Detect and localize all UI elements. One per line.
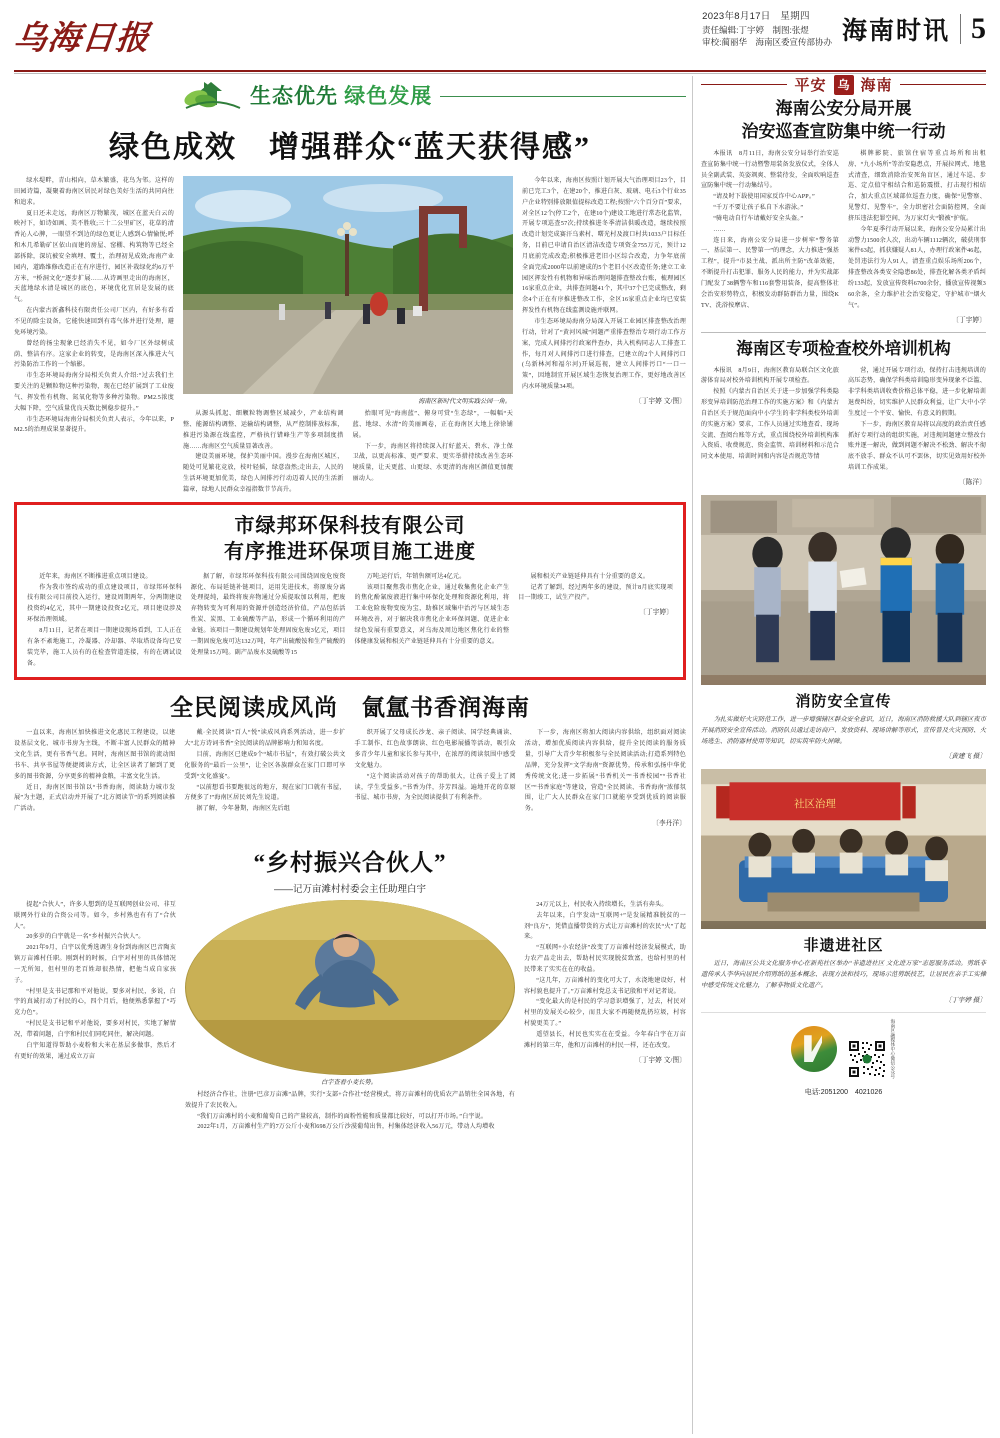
boxed-headline-line1: 市绿邦环保科技有限公司 xyxy=(234,514,466,537)
heritage-caption-title: 非遗进社区 xyxy=(803,937,884,954)
boxed-col-3: 万吨;运行后，年销售额可达4亿元。 该项目聚焦我市焦化企业，通过收集焦化企业产生的焦化酚氰废液进行集中环保化处理和资源化利用，将工业危险废物变废为宝，助推区域集中治污与区域生态环境改善，对于解决我市焦化企业环保问题、促进企业绿色发展有重要意义，对乌海及周边地区焦化行业的整体健康发展和相关产业链延伸具有十分重要的意义。 xyxy=(354,573,510,645)
heritage-caption-body: 近日，海南区公共文化服务中心在新苑社区举办“非遗进社区 文化进万家”志愿服务活动。剪纸非遗传承人李华向居民介绍剪纸的基本概念、表现方法和技巧，现场示范剪纸技艺，让居民在亲手工实操中感受传统文化魅力，了解非物质文化遗产。 〔丁宇婷 摄〕 xyxy=(701,958,986,1007)
editor-credit: 责任编辑:丁宇婷 制图:张煜 xyxy=(702,24,809,35)
education-body xyxy=(701,366,986,489)
reading-col-2: 戴·全民阅读”百人“悦”读成风尚系列活动，进一步扩大“北方诗词书香”全民阅读的品牌影响力和知名度。 目前，海南区已建成9个“城市书屋”，有效打破公共文化服务的“最后一公里”，让全区各族群众在家门口即可享受到“文化盛宴”。 “以前想看书要跑很远的地方，现在家门口就有书屋，方便多了!”海南区居民刘先生说道。 据了解，今年暑期，海南区先后组 xyxy=(184,730,346,813)
boxed-headline xyxy=(27,513,673,565)
heritage-photo xyxy=(701,769,986,929)
police-article-byline: 〔丁宇婷〕 xyxy=(952,316,986,324)
masthead xyxy=(0,0,1000,70)
main-col-2b: 抬眼可见“海南蓝”、俯身可赏“生态绿”，一幅幅“天蓝、地绿、水清”的美丽画卷，正在海南区大地上徐徐铺展。 下一步，海南区将持续深入打好蓝天、碧水、净土保卫战，以更高标准、更严要求、更实举措持续改善生态环境质量，让天更蓝、山更绿、水更清的海南区颜值更加靓丽动人。 xyxy=(352,411,513,483)
village-under-photo xyxy=(185,1090,515,1133)
reading-col-3: 织开展了父母成长沙龙、亲子阅读、国学经典诵读、手工制作、红色故事朗读、红色电影展播等活动，吸引众多青少年儿童和家长参与其中，在浓厚的阅读氛围中感受文化魅力。 “这个阅读活动对孩子的帮助很大，让孩子爱上了阅读，学生受益多。”书香为伴，芬芳四溢。遍地开花的草原书屋、城市书房，为全民阅读提供了有利条件。 xyxy=(354,730,516,802)
reading-body xyxy=(14,728,686,829)
qr-caption: 海南区融媒体中心微信公众号 xyxy=(890,1019,896,1080)
pingan-banner xyxy=(701,74,986,95)
park-photo xyxy=(183,176,513,394)
education-headline: 海南区专项检查校外培训机构 xyxy=(736,339,951,359)
boxed-body xyxy=(27,572,673,670)
boxed-article-byline: 〔丁宇婷〕 xyxy=(639,609,673,617)
main-article-body xyxy=(14,176,686,496)
right-zone xyxy=(701,72,986,1438)
village-body xyxy=(14,900,686,1133)
village-photo-block xyxy=(185,900,515,1133)
police-col-2: 棋牌影院、旅馆住宿等重点场所和出租房、“九小场所”等治安隐患点，开展拉网式、地毯式清查，细致消除治安死角盲区，通过车巡、步巡、定点值守相结合和巡防震慑、打击现行相结合，加大重点区域部位巡查力度，确保“见警察、见警灯、见警车”，全力织密社会面防控网，全面挤压违法犯罪空间，为万家灯火“锻被”护航。 今年夏季行动开展以来，海南公安分局累计出动警力1500余人次，出动车辆1112辆次，破获刑事案件63起，抓获嫌疑人81人，办理行政案件46起，处罚违法行为人91人，清查重点娱乐场所206个，排查整改各类安全隐患86处，排查化解各类矛盾纠纷133起，发放宣传资料6700余份，播放宣传视频360余条，全力维护社会治安稳定，守护城市“烟火气”。 〔丁宇婷〕 xyxy=(848,149,986,326)
publication-date: 2023年8月17日 星期四 xyxy=(702,11,810,22)
eco-banner-text xyxy=(250,80,432,110)
main-col-1: 绿水堤畔，青山相向，草木繁盛，花鸟为邻。这样的田园诗篇，凝聚着海南区居民对绿色美好生活的共同向往和追求。 夏日还未走远，海南区万物繁茂，城区在蓝天白云的映衬下，如诗如画、美不胜收;三十二公里矿区，花草的清香沁人心脾，一眼望不到边的绿色更让人感到心情愉悦;呼和木几希勒矿区依山而建的房屋、窑棚、构筑物等已经全部拆除，深坑被安全填埋、覆土，治理初见成效;海南产业园内，道路维修改造正在有序进行，园区补栽绿化约6万平方米，“桥洞文化”逐步扩展……从诗画里走出的海南区，天蓝地绿水清是城区的底色，环境优化宜居是发展的底气。 在内蒙古新鑫科技有限责任公司厂区内，有好多有看不见的除尘设备，它能快速回到有毒气体并进行处理，避免环境污染。 曾经的扬尘现象已经消失不见，如今厂区外绿树成荫、整洁有序。这家企业的转变，是海南区深入推进大气污染防治工作的一个缩影。 市生态环境局海南分局相关负责人介绍:“过去我们主要关注的是颗粒物这种污染物，现在已经扩展到了工业废气、挥发性有机物、氮氧化物等多种污染物。PM2.5浓度大幅下降，空气质量优良天数比例稳步提升。” 市生态环境局海南分局相关负责人表示，今年以来，PM2.5的治理成果显著提升。 xyxy=(14,178,174,434)
pingan-banner-left: 平安 xyxy=(794,78,827,94)
fire-caption-body: 为扎实做好火灾防范工作，进一步增强辖区群众安全意识，近日，海南区消防救援大队到辖区夜市开展消防安全宣传活动。消防队员通过走访商户、发放资料、现场讲解等形式，宣传普及火灾预防、火场逃生、消防器材使用等知识，切实筑牢防火屏障。 〔黄建飞 摄〕 xyxy=(701,714,986,763)
village-article-byline: 〔丁宇婷 文/图〕 xyxy=(635,1056,686,1064)
wheat-photo-caption: 白宇查看小麦长势。 xyxy=(321,1078,377,1086)
pingan-line-left xyxy=(701,84,787,85)
boxed-col-2: 据了解，市绿邦环保科技有限公司围绕固废危废资源化、布局延链补链项目，运用先进技术，将原废分离处理提纯，最终将废弃物通过分质提取加以利用，把废弃物转变为可利用的资源并创造经济价值，产品包括活性炭、炭黑、工业硫酸等产品，形成一个循环利用的产业链。该项目一期建设规划年处理固废危废3亿元，项目一期固废危废可达132万吨，年产出硫酸铵和生产硫酸的处理量15万吨。副产品废水及硫酸等15 xyxy=(190,573,346,656)
village-col-2: 村经济合作社，注册“巴彦万亩滩”品牌，实行“支部+合作社”经营模式，将万亩滩村的优质农产品销往全国各地，有效提升了农民收入。 “我们万亩滩村的小麦和葡萄自己的产量较高，制作的面粉性能和质量都比较好，可以打开市场。”白宇说。 2022年1月，万亩滩村生产的7万公斤小麦和698万公斤沙漠葡萄出售，村集体经济收入56万元，带动人均增收 xyxy=(185,1091,515,1131)
police-col-1: 本报讯 8月11日，海南公安分局举行治安巡查宣防集中统一行动暨警用装备发放仪式，全体人员全副武装、英姿飒爽、整装待发，全面吹响巡查宣防集中统一行动集结号。 “请及时下载使用国家反诈中心APP。” “千万不要让孩子私自下水游泳。” “骑电动自行车请戴好安全头盔。” …… 连日来，海南公安分局进一步树牢“警务第一、基层第一、民警第一”的理念，大力推进“强基工程”，提升“市县主战、派出所主防”改革效能，不断提升打击犯罪、服务人民的能力，并为实战部门配发了38辆警车和116套警用装备，提高整体社会治安形势特点，积极发动群防群治力量，围绕KTV、洗浴按摩店、 xyxy=(701,150,839,309)
section-title: 海南时讯 xyxy=(841,18,950,46)
heritage-photo-byline: 〔丁宇婷 摄〕 xyxy=(944,996,986,1004)
fire-photo-byline: 〔黄建飞 摄〕 xyxy=(944,752,986,760)
boxed-col-4: 展和相关产业链延伸具有十分重要的意义。 记者了解到，经过两年多的建设，预计8月底实现项目一期竣工，试生产投产。 〔丁宇婷〕 xyxy=(518,572,673,670)
footer-tel-block xyxy=(701,1081,986,1099)
pingan-line-right xyxy=(900,84,986,85)
boxed-headline-line2: 有序推进环保项目施工进度 xyxy=(224,540,476,563)
education-col-1: 本报讯 8月9日，海南区教育局联合区文化旅游体育局对校外培训机构开展专项检查。 按照《内蒙古自治区关于进一步加强学科类隐形变异培训防范治理工作的实施方案》和《内蒙古自治区关于规范面向中小学生的非学科类校外培训的实施方案》要求，工作人员通过实地查看、现场交流、查阅台账等方式，重点围绕校外培训机构准入资质、收费规范、资金监管、培训材料和示范合同文本使用、培训时间和内容是否规范等情 xyxy=(701,367,839,461)
main-article-byline: 〔丁宇婷 文/图〕 xyxy=(635,397,686,405)
eco-banner-line xyxy=(440,96,686,97)
mountain-leaf-logo-icon xyxy=(791,1026,837,1072)
wheat-field-photo xyxy=(185,900,515,1075)
page-number: 5 xyxy=(971,12,986,46)
village-col-1: 提起“合伙人”，许多人想到的是互联网创业公司、非互联网外行业的合资公司等。如今，乡村熟也有有了“合伙人”。 20多岁的白宇就是一名“乡村振兴合伙人”。 2021年9月，白宇以优秀选调生身份到海南区巴音陶亥镇万亩滩村任职。刚到村的时候，白宇对村里的具体情况一无所知，但村里的老百姓却很热情，把他当成自家孩子。 “村里是支书记那和平对他说，要多对村民，多说，白宇的真诚打动了村民的心，四个月后，他便熟悉掌握了“巧克力色”。 “村民是支书记和平对他说，要多对村民，实地了解情况，带着问题，白宇和村民们同吃同住，解决问题。 白宇知道得帮助小麦粉和大米在基层多做事，然后才有更好的效果，通过成立万亩 xyxy=(14,901,176,1060)
village-subheadline: ——记万亩滩村村委会主任助理白宇 xyxy=(273,883,426,895)
police-headline-line1: 海南公安分局开展 xyxy=(775,99,912,118)
boxed-article xyxy=(14,502,686,681)
footer-logo-block xyxy=(701,1012,986,1079)
right-divider-1 xyxy=(701,332,986,333)
left-zone xyxy=(14,72,686,1438)
main-photo-block xyxy=(183,176,513,496)
masthead-right xyxy=(702,10,986,48)
village-headline: “乡村振兴合伙人” xyxy=(253,849,447,875)
masthead-meta xyxy=(702,10,832,48)
eco-banner xyxy=(184,74,686,114)
eco-banner-left: 生态优先 xyxy=(250,84,338,108)
house-leaf-icon xyxy=(184,78,242,112)
police-headline-line2: 治安巡查宣防集中统一行动 xyxy=(741,121,946,141)
reading-article-byline: 〔李丹洋〕 xyxy=(652,820,686,828)
eco-banner-right: 绿色发展 xyxy=(344,84,433,108)
fire-caption-title: 消防安全宣传 xyxy=(795,693,892,710)
fire-safety-photo xyxy=(701,495,986,685)
main-col-2a: 从源头抓起、细颗粒物调整区域减少，产业结构调整、能源结构调整、运输结构调整，从严控制排放标准，推进污染源在线监控，严格执行错峰生产等多项制度措施……海南区空气质量显著改善。 建设美丽环境，保护美丽中国。漫步在海南区城区，随处可见繁花竞放，枝叶轻摇，绿意盎然;走出去，人民的生活环境更加优美，绿色人间排污行动迈着人民的生活新篇章，绿地人民群众幸福指数节节高升。 xyxy=(183,411,344,493)
reading-col-4: 下一步，海南区将加大阅读内容供给，组织面对阅读活动，增加优质阅读内容供给，提升全民阅读的服务质量，引导广大青少年积极参与全民阅读活动;打造系列特色品牌，充分发挥“文学海南”资源优势，传承和弘扬中华优秀传统文化;进一步拓展“书香机关”“书香校园”“书香社区”“书香家庭”等建设，营造“全民阅读、书香海南”浓郁氛围，让广大人民群众在家门口就能享受到优质的阅读服务。 〔李丹洋〕 xyxy=(525,728,686,829)
village-col-3: 24万元以上，村民收入持续增长，生活有奔头。 去年以来，白宇发动“互联网+”是发展精准脱贫的一剂“良方”，凭借直播带货的方式让万亩滩村的农民“火”了起来。 “互联网+小农经济”改变了万亩滩村经济发展模式，助力农产品走出去，帮助村民实现脱贫致富，也给村里的村民带来了实实在在的收益。 “这几年，万亩滩村的变化可大了，水浇地建设好，村容村貌也提升了。”万亩滩村党总支书记殷和平对记者说。 “变化最大的是村民的学习意识增强了，过去，村民对村里的发展关心较少，而且大家不再随便乱扔垃圾，村容村貌更美了。” 遥望县长，村民也实实在在受益。今年春白宇在万亩滩村的第三年，他和万亩滩村的村民一样，还在改变。 〔丁宇婷 文/图〕 xyxy=(524,900,686,1067)
footer-tel-label: 电话: xyxy=(804,1089,821,1097)
main-under-photo-cols xyxy=(183,409,513,496)
reading-col-1: 一直以来，海南区加快推进文化惠民工程建设，以建设基层文化、城市书房为主线，不断丰富人民群众的精神文化生活，更有书香气息。同时，海南区图书馆的流动图书车、共享书屋等便捷阅读方式，让全区读者了解到了更多的图书资源，分享更多的精神食粮，丰富文化生活。 近日，海南区图书馆以“书香海南，阅读助力城市发展”为主题，正式启动并开展了“北方阅读节”的系列阅读推广活动。 xyxy=(14,730,176,813)
column-divider xyxy=(692,76,693,1434)
police-headline xyxy=(701,98,986,144)
boxed-col-1: 近年来，海南区不断推进重点项目建设。 作为我市签约成功的重点建设项目，市绿邦环保科技有限公司目前投入运行，建设周期两年，分两期建设投资约4亿元，其中一期建设投资2亿元，项目建设涉及环保治理领域。 8月11日，记者在项目一期建设现场看到，工人正在有条不紊地施工，冷凝器、冷却器、萃取塔设备均已安装完毕，施工人员有的在检查管道连接，有的在调试设备。 xyxy=(27,573,182,667)
pingan-banner-right: 海南 xyxy=(860,78,893,94)
newspaper-logo: 乌海日报 xyxy=(11,21,152,57)
main-headline: 绿色成效 增强群众“蓝天获得感” xyxy=(109,131,591,164)
park-photo-caption: 海南区新时代文明实践公园一角。 xyxy=(418,398,511,405)
qr-block[interactable] xyxy=(847,1019,896,1079)
masthead-divider xyxy=(960,14,961,44)
reading-headline: 全民阅读成风尚 氤氲书香润海南 xyxy=(170,695,530,721)
education-col-2: 营，通过开展专项行动，保持打击违规培训的高压态势，确保学科类培训隐形变异现象不泛滥、非学科类培训收费价格总体平稳，进一步化解培训退费纠纷，切实维护人民群众利益，让广大中小学生度过一个平安、愉快、有意义的假期。 下一步，海南区教育局将以高度的政治责任感抓好专项行动的组织实施，对违规问题建立整改台账并逐一解决，做到问题不解决不松劲、解决不彻底不放手、群众不认可不罢休，切实见效用好校外培训工作成果。 〔陈洋〕 xyxy=(848,366,986,489)
page-grid xyxy=(0,72,1000,1438)
pingan-seal-icon: 乌 xyxy=(834,75,854,95)
proofreader-credit: 审校:蔺丽华 海南区委宣传部协办 xyxy=(702,37,832,48)
svg-text:社区治理: 社区治理 xyxy=(794,798,836,810)
police-body xyxy=(701,149,986,326)
main-col-3: 今年以来，海南区按照计划开展大气治理项目23个，目前已完工3个，在建20个，推进白灰、玻璃、电石3个行业35户企业特别排放限值提标改造工程;按照“六个百分百”要求，对全区12个(停工2个，在建10个)建设工地进行常态化监管，开展专项巡查57次;持续推进冬季清洁供暖改造，继续按照改造计划完成赛汗乌素村、曙光村及渡口村共1033户目标任务，目前已申请自治区清洁改造专项资金755万元，预计12月底前完成改造;积极推进老旧小区综合改造，力争年底前全面完成2000年以前建成的5个老旧小区改造任务;建立工业园区挥发性有机物和异味治理问题排查整改台账，梳理园区16家重点企业，共排查问题41个，其中37个已完成整改，剩余4个正在有序推进整改工作，全区16家重点企业均已安装挥发性有机物在线监测设施并联网。 市生态环境局海南分局深入开展工业园区排查整改治理行动，针对了“黄河风城”问题严重排查整治专项行动工作方案，完成人间排污行政案件查办，共入机构同志人工排查工作，每月对人间排污口进行排查，已建立的2个人间排污口(乌新林河和福尔河)开展巡视，建立人间排污口“一口一策”，因地制宜开展区域生态恢复治理工作，更好地改善区内水环境质量34项。 〔丁宇婷 文/图〕 xyxy=(522,176,686,408)
qr-code-icon[interactable] xyxy=(847,1039,887,1079)
footer-tel-numbers: 2051200 4021026 xyxy=(820,1089,883,1097)
education-article-byline: 〔陈洋〕 xyxy=(959,478,986,486)
